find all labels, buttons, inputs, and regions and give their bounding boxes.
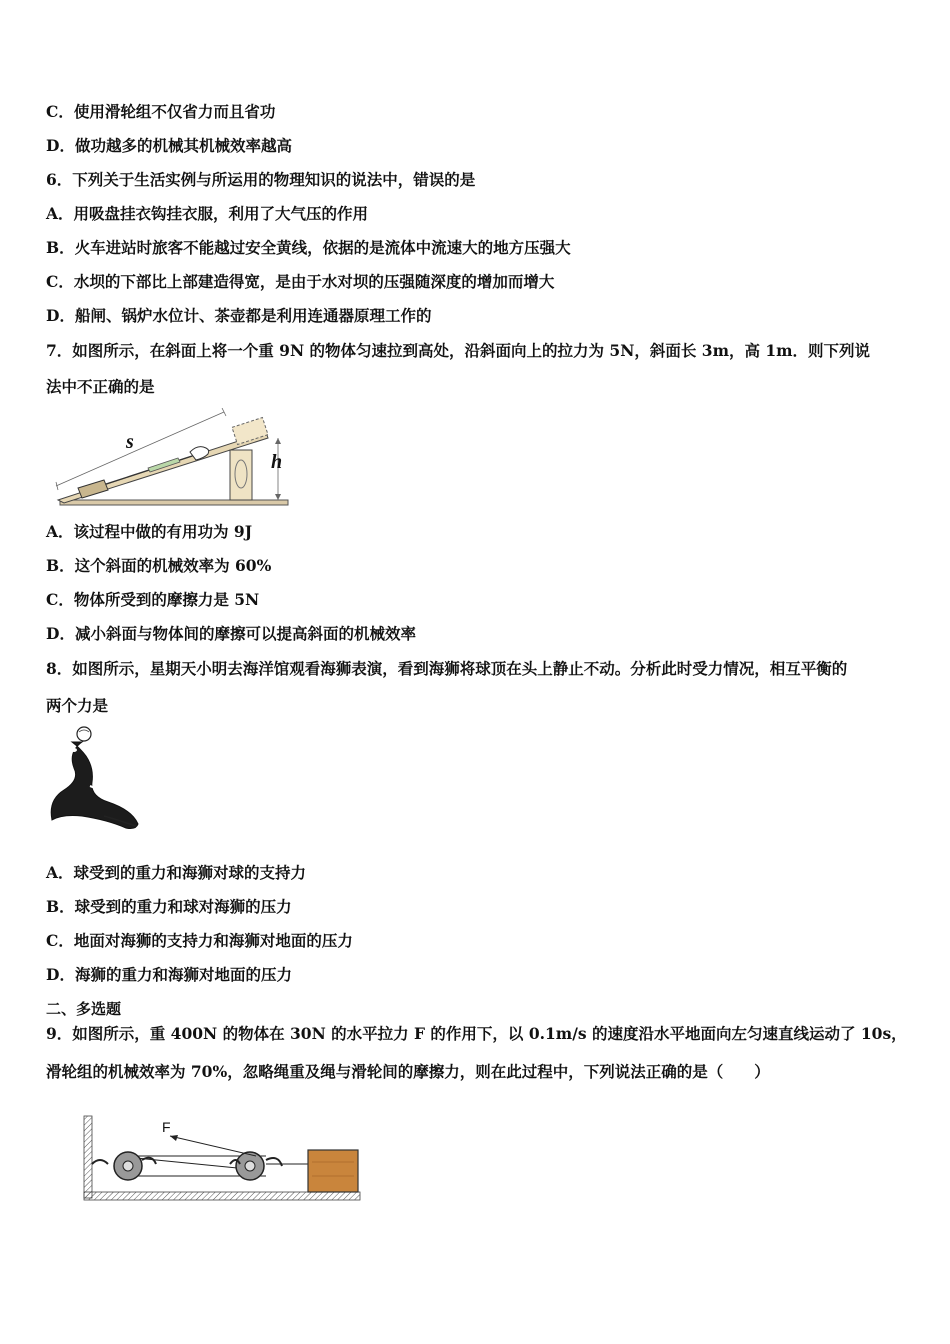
q5-option-d: D．做功越多的机械其机械效率越高: [46, 136, 292, 155]
q7-option-c: C．物体所受到的摩擦力是 5N: [46, 590, 260, 609]
sea-lion-figure: [44, 724, 148, 836]
q6-option-c: C．水坝的下部比上部建造得宽，是由于水对坝的压强随深度的增加而增大: [46, 272, 555, 291]
q6-option-d: D．船闸、锅炉水位计、茶壶都是利用连通器原理工作的: [46, 306, 432, 325]
q7-option-d: D．减小斜面与物体间的摩擦可以提高斜面的机械效率: [46, 624, 416, 643]
q8-option-c: C．地面对海狮的支持力和海狮对地面的压力: [46, 931, 353, 950]
q8-stem-line2: 两个力是: [46, 696, 109, 715]
ball-icon: [77, 727, 91, 741]
q9-stem-line1: 9．如图所示，重 400N 的物体在 30N 的水平拉力 F 的作用下，以 0.1m/s 的速度沿水平地面向左匀速直线运动了 10s，: [46, 1024, 907, 1043]
sea-lion-icon: [51, 742, 138, 829]
q8-option-b: B．球受到的重力和球对海狮的压力: [46, 897, 292, 916]
pulley-figure: [80, 1112, 364, 1204]
q8-option-d: D．海狮的重力和海狮对地面的压力: [46, 965, 292, 984]
label-s: s: [126, 431, 134, 453]
q7-stem-line2: 法中不正确的是: [46, 377, 155, 396]
object-block: [78, 480, 108, 498]
support-block: [230, 450, 252, 500]
q6-stem: 6．下列关于生活实例与所运用的物理知识的说法中，错误的是: [46, 170, 476, 189]
q6-option-b: B．火车进站时旅客不能越过安全黄线，依据的是流体中流速大的地方压强大: [46, 238, 571, 257]
q8-option-a: A．球受到的重力和海狮对球的支持力: [46, 863, 307, 882]
label-h: h: [271, 451, 283, 473]
incline-figure: [52, 408, 292, 510]
label-f: F: [162, 1119, 171, 1135]
q7-stem-line1: 7．如图所示，在斜面上将一个重 9N 的物体匀速拉到高处，沿斜面向上的拉力为 5N，斜面长 3m，高 1m．则下列说: [46, 341, 871, 360]
object-dashed-top: [232, 417, 268, 444]
wooden-block: [308, 1150, 358, 1192]
q8-stem-line1: 8．如图所示，星期天小明去海洋馆观看海狮表演，看到海狮将球顶在头上静止不动。分析此时受力情况，相互平衡的: [46, 659, 848, 678]
q7-option-a: A．该过程中做的有用功为 9J: [46, 522, 253, 541]
ground-base: [60, 500, 288, 505]
q9-stem-line2: 滑轮组的机械效率为 70%，忽略绳重及绳与滑轮间的摩擦力，则在此过程中，下列说法正确的是（ ）: [46, 1062, 770, 1081]
wall: [84, 1116, 92, 1198]
section-title: 二、多选题: [46, 1000, 122, 1018]
ground: [84, 1192, 360, 1200]
q6-option-a: A．用吸盘挂衣钩挂衣服，利用了大气压的作用: [46, 204, 369, 223]
q5-option-c: C．使用滑轮组不仅省力而且省功: [46, 102, 276, 121]
q7-option-b: B．这个斜面的机械效率为 60%: [46, 556, 272, 575]
